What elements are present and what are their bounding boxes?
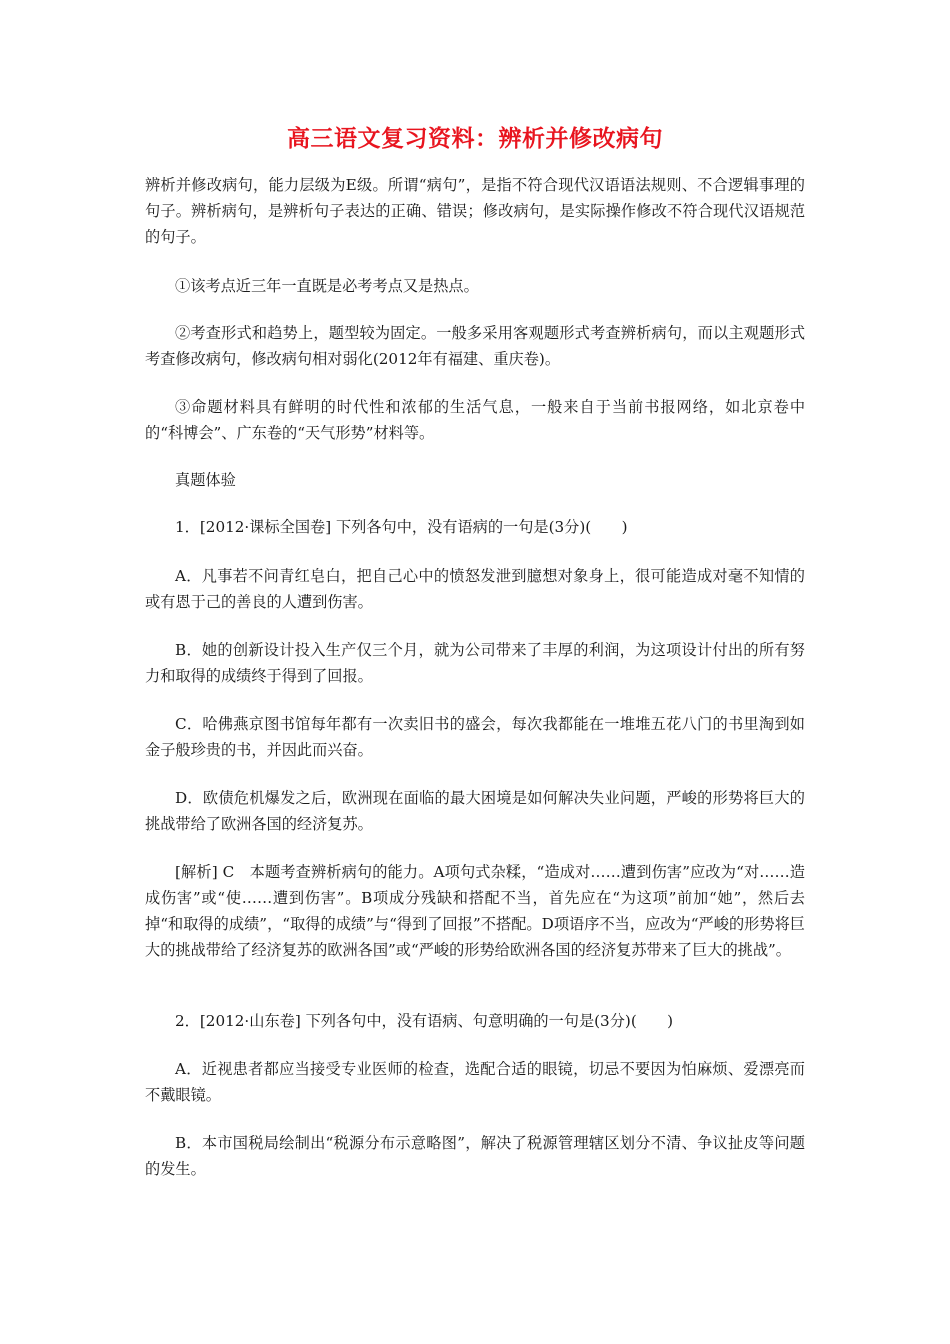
page-title: 高三语文复习资料：辨析并修改病句 [287, 126, 663, 152]
question-2-option-b: B．本市国税局绘制出“税源分布示意略图”，解决了税源管理辖区划分不清、争议扯皮等问题的发生。 [145, 1134, 805, 1178]
intro-paragraph: 辨析并修改病句，能力层级为E级。所谓“病句”，是指不符合现代汉语语法规则、不合逻辑事理的句子。辨析病句，是辨析句子表达的正确、错误；修改病句，是实际操作修改不符合现代汉语规范的句子。 [145, 176, 805, 246]
question-1-option-c: C．哈佛燕京图书馆每年都有一次卖旧书的盛会，每次我都能在一堆堆五花八门的书里淘到如金子般珍贵的书，并因此而兴奋。 [145, 715, 805, 759]
question-1-analysis: [解析] C 本题考查辨析病句的能力。A项句式杂糅，“造成对……遭到伤害”应改为“对……造成伤害”或“使……遭到伤害”。B项成分残缺和搭配不当，首先应在“为这项”前加“她”，然后去掉“和取得的成绩”，“取得的成绩”与“得到了回报”不搭配。D项语序不当，应改为“严峻的形势将巨大的挑战带给了经济复苏的欧洲各国”或“严峻的形势给欧洲各国的经济复苏带来了巨大的挑战”。 [145, 863, 805, 959]
question-1-stem: 1．[2012·课标全国卷] 下列各句中，没有语病的一句是(3分)( ) [175, 518, 628, 536]
point-1: ①该考点近三年一直既是必考考点又是热点。 [175, 277, 479, 295]
section-heading: 真题体验 [175, 471, 236, 489]
point-2: ②考查形式和趋势上，题型较为固定。一般多采用客观题形式考查辨析病句，而以主观题形式考查修改病句，修改病句相对弱化(2012年有福建、重庆卷)。 [145, 324, 805, 368]
question-2-option-a: A．近视患者都应当接受专业医师的检查，选配合适的眼镜，切忌不要因为怕麻烦、爱漂亮而不戴眼镜。 [145, 1060, 805, 1104]
question-1-option-b: B．她的创新设计投入生产仅三个月，就为公司带来了丰厚的利润，为这项设计付出的所有努力和取得的成绩终于得到了回报。 [145, 641, 805, 685]
question-2-stem: 2．[2012·山东卷] 下列各句中，没有语病、句意明确的一句是(3分)( ) [175, 1012, 674, 1030]
point-3: ③命题材料具有鲜明的时代性和浓郁的生活气息，一般来自于当前书报网络，如北京卷中的“科博会”、广东卷的“天气形势”材料等。 [145, 398, 805, 442]
question-1-option-a: A．凡事若不问青红皂白，把自己心中的愤怒发泄到臆想对象身上，很可能造成对毫不知情的或有恩于己的善良的人遭到伤害。 [145, 567, 805, 611]
question-1-option-d: D．欧债危机爆发之后，欧洲现在面临的最大困境是如何解决失业问题，严峻的形势将巨大的挑战带给了欧洲各国的经济复苏。 [145, 789, 805, 833]
